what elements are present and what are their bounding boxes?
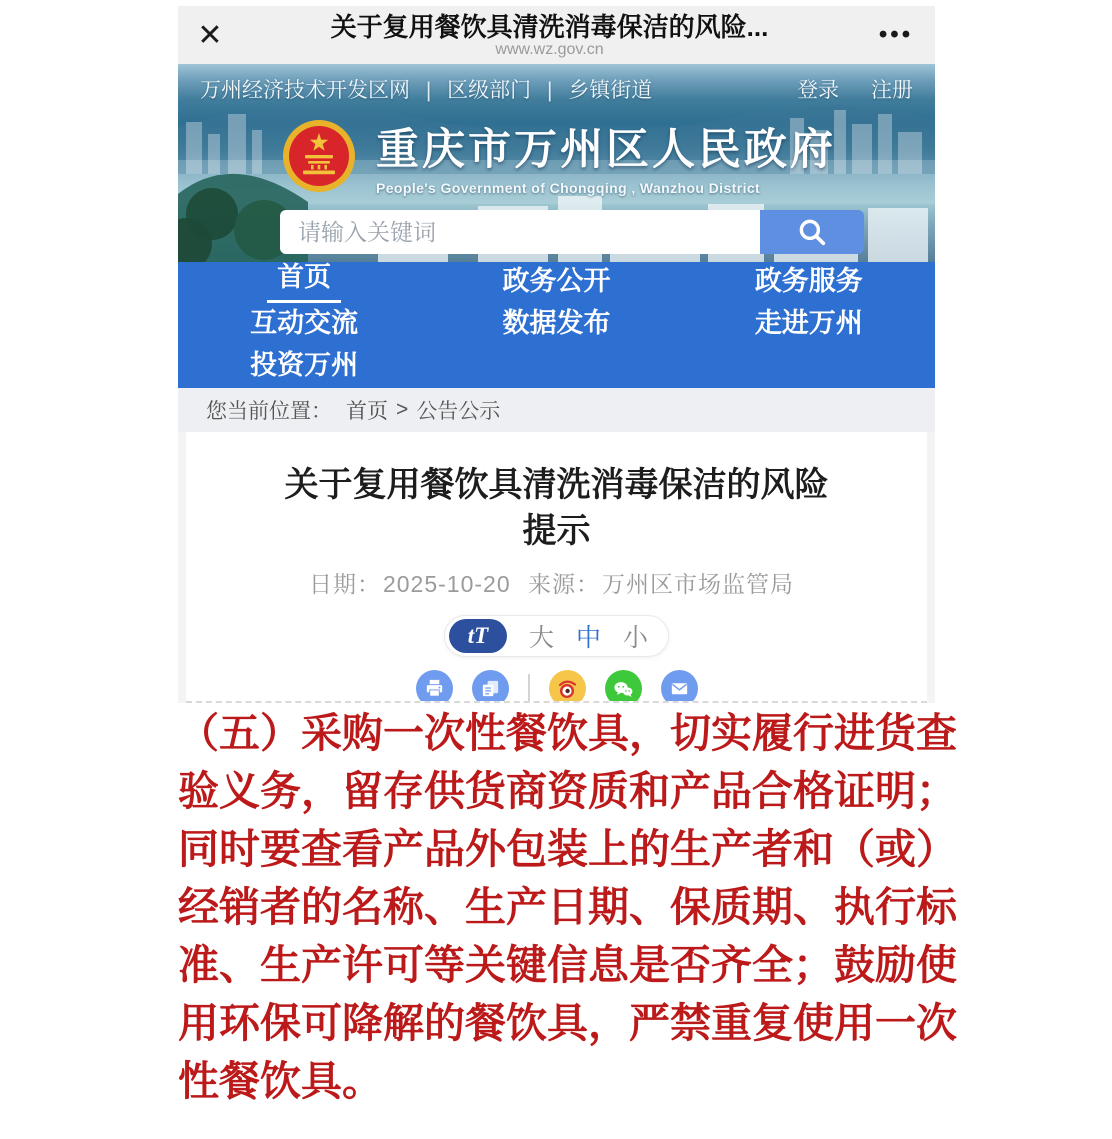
font-size-medium-button[interactable]: 中 — [575, 624, 601, 652]
search-input[interactable] — [280, 210, 760, 254]
phone-viewport — [178, 0, 935, 703]
site-name-english: People's Government of Chongqing , Wanzhou District — [376, 180, 761, 196]
search-icon — [795, 215, 829, 249]
site-banner — [178, 64, 935, 262]
font-size-icon[interactable]: tT — [449, 619, 507, 653]
body-line: 准、生产许可等关键信息是否齐全；鼓励使 — [178, 942, 957, 988]
login-link[interactable]: 登录 — [797, 79, 840, 102]
body-line: 验义务，留存供货商资质和产品合格证明； — [178, 768, 957, 814]
wechat-icon — [611, 677, 635, 701]
body-line: 同时要查看产品外包装上的生产者和（或） — [178, 826, 957, 872]
font-size-widget — [444, 615, 669, 657]
share-weibo-button[interactable] — [549, 670, 586, 703]
article-card — [186, 432, 927, 703]
main-nav — [178, 262, 935, 388]
article-body-text — [178, 704, 968, 1110]
webpage-url: www.wz.gov.cn — [495, 41, 604, 59]
national-emblem-icon — [282, 119, 356, 193]
font-size-small-button[interactable]: 小 — [623, 624, 649, 652]
font-size-large-button[interactable]: 大 — [528, 624, 554, 652]
date-label: 日期： — [308, 571, 381, 597]
mail-icon — [668, 677, 691, 700]
nav-item-hudong-jiaoliu[interactable]: 互动交流 — [250, 308, 359, 339]
article-date: 2025-10-20 — [382, 571, 511, 597]
search-button[interactable] — [760, 210, 864, 254]
article-meta — [186, 566, 927, 599]
breadcrumb-current: 公告公示 — [416, 400, 501, 423]
printer-icon — [423, 677, 446, 700]
nav-item-touzi-wanzhou[interactable]: 投资万州 — [250, 350, 359, 381]
share-toolbar — [186, 670, 927, 703]
link-xiangzhenjiedao[interactable]: 乡镇街道 — [568, 79, 653, 102]
breadcrumb — [178, 388, 935, 432]
nav-item-zhengwu-gongkai[interactable]: 政务公开 — [502, 266, 611, 297]
share-divider — [528, 674, 530, 704]
nav-item-zoujin-wanzhou[interactable]: 走进万州 — [754, 308, 863, 339]
body-line: 用环保可降解的餐饮具，严禁重复使用一次 — [178, 1000, 957, 1046]
article-card-zone — [178, 432, 935, 703]
link-divider: | — [547, 79, 553, 102]
header-quick-links — [178, 64, 935, 104]
wechat-titlebar-wrap — [178, 0, 935, 64]
wechat-titlebar — [178, 6, 935, 64]
breadcrumb-separator: > — [396, 398, 409, 421]
site-brand — [282, 116, 935, 196]
breadcrumb-prefix: 您当前位置： — [206, 400, 332, 423]
page-title-block — [242, 11, 857, 59]
article-title: 关于复用餐饮具清洗消毒保洁的风险提示 — [284, 466, 829, 550]
webpage-title: 关于复用餐饮具清洗消毒保洁的风险... — [330, 11, 769, 42]
body-line: （五）采购一次性餐饮具，切实履行进货查 — [178, 710, 957, 756]
link-divider: | — [425, 79, 432, 102]
quick-links-left — [200, 74, 652, 104]
site-name: 重庆市万州区人民政府 — [376, 126, 836, 174]
link-qujibumen[interactable]: 区级部门 — [447, 79, 532, 102]
copy-button[interactable] — [472, 670, 509, 703]
brand-text — [376, 116, 836, 196]
nav-item-shuju-fabu[interactable]: 数据发布 — [502, 308, 611, 339]
share-email-button[interactable] — [661, 670, 698, 703]
copy-pages-icon — [479, 677, 502, 700]
source-label: 来源： — [528, 571, 601, 597]
auth-links — [771, 74, 913, 104]
breadcrumb-home[interactable]: 首页 — [346, 400, 388, 423]
more-menu-icon[interactable]: ••• — [878, 21, 914, 48]
register-link[interactable]: 注册 — [871, 79, 913, 102]
search-bar — [280, 210, 864, 254]
close-icon[interactable]: ✕ — [197, 18, 223, 52]
print-button[interactable] — [416, 670, 453, 703]
link-kaifaqu[interactable]: 万州经济技术开发区网 — [200, 79, 410, 102]
body-line: 经销者的名称、生产日期、保质期、执行标 — [178, 884, 957, 930]
weibo-icon — [555, 677, 579, 701]
body-line: 性餐饮具。 — [178, 1058, 383, 1104]
nav-item-zhengwu-fuwu[interactable]: 政务服务 — [754, 266, 863, 297]
nav-item-home[interactable]: 首页 — [267, 263, 341, 303]
article-source: 万州区市场监管局 — [602, 571, 795, 597]
share-wechat-button[interactable] — [605, 670, 642, 703]
